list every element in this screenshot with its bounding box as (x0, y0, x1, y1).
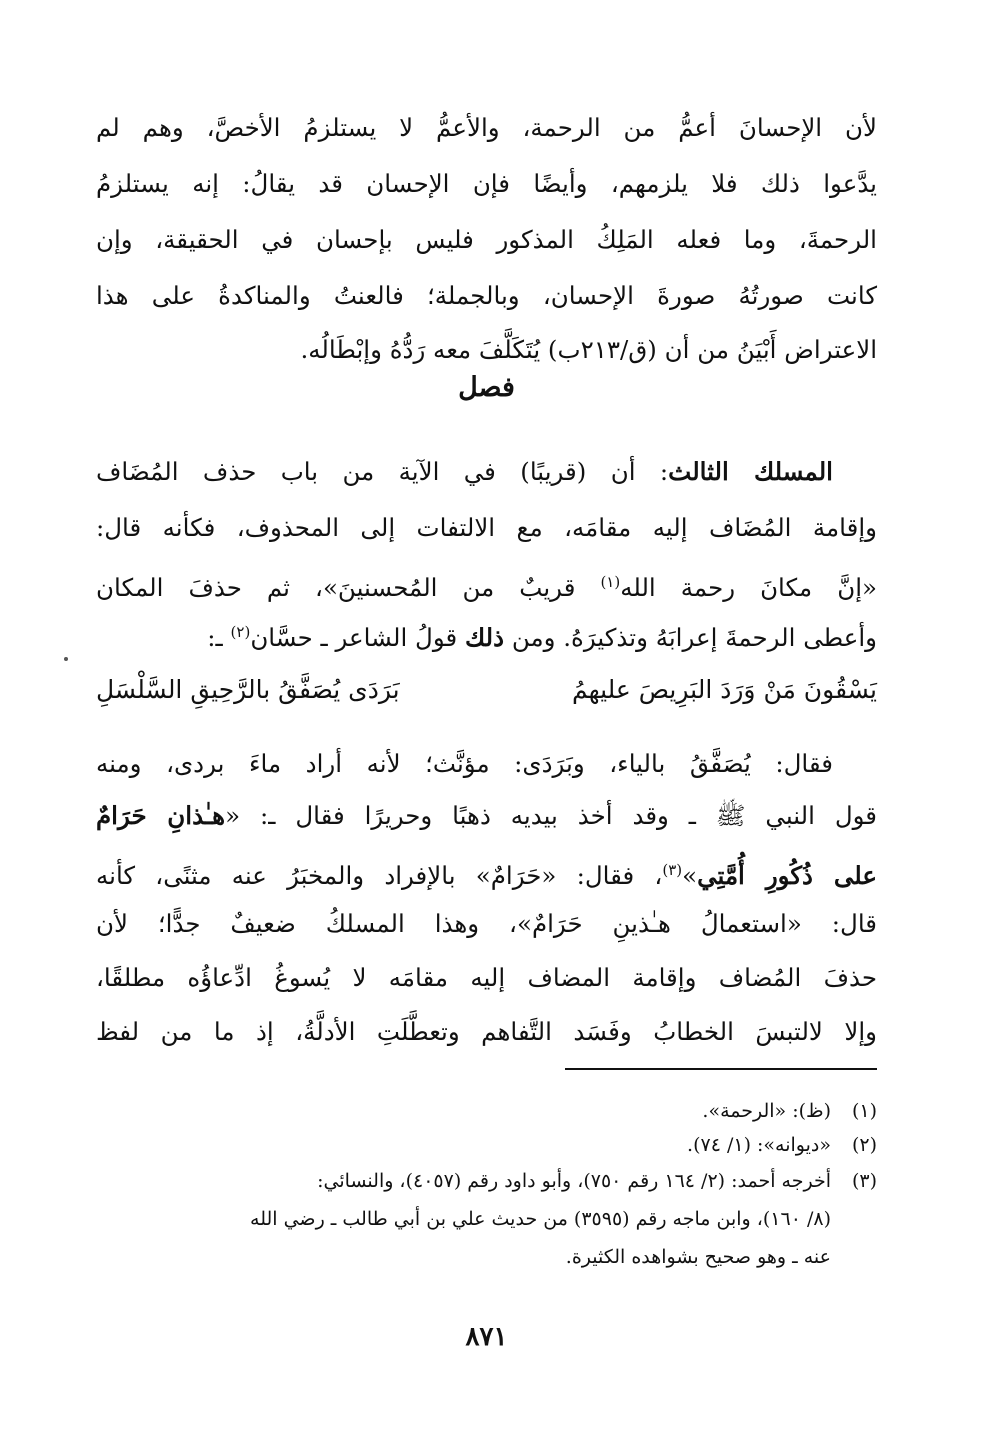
body-line: كانت صورتُهُ صورةَ الإحسان، وبالجملة؛ فالعنتُ والمناكدةُ على هذا (96, 281, 877, 310)
body-line (96, 444, 877, 500)
body-line: لأن الإحسانَ أعمُّ من الرحمة، والأعمُّ لا يستلزمُ الأخصَّ، وهم لم (96, 113, 877, 142)
footnote-number: (٢) (851, 1134, 877, 1156)
footnote-text: (ظ): «الرحمة». (702, 1100, 831, 1122)
footnote (96, 1128, 877, 1162)
footnote-ref: (٣) (662, 861, 683, 879)
body-line (96, 604, 877, 666)
text-run: ، فقال: «حَرَامٌ» بالإفراد والمخبَرُ عنه مثنًى، كأنه (96, 861, 663, 891)
hadith-text: هـٰذانِ حَرَامٌ (96, 801, 226, 830)
text-run: ـ: (207, 623, 231, 653)
body-line: الرحمةَ، وما فعله المَلِكُ المذكور فليس بإحسان في الحقيقة، وإن (96, 225, 877, 254)
footnote-continuation: (٨/ ١٦٠)، وابن ماجه رقم (٣٥٩٥) من حديث علي بن أبي طالب ـ رضي الله (250, 1208, 831, 1230)
footnote-ref: (٢) (230, 623, 251, 641)
verse-first-half: يَسْقُونَ مَنْ وَرَدَ البَرِيصَ عليهمُ (571, 675, 877, 704)
body-line: فقال: يُصَفَّقُ بالياء، وبَرَدَى: مؤنَّث؛ لأنه أراد ماءَ بردى، ومنه (96, 749, 833, 778)
margin-dot (64, 657, 68, 661)
body-line (96, 788, 877, 844)
text-run: : أن (قريبًا) في الآية من باب حذف المُضَاف (96, 457, 669, 486)
text-run: » (682, 861, 698, 891)
verse-second-half: بَرَدَى يُصَفَّقُ بالرَّحِيقِ السَّلْسَلِ (96, 675, 400, 704)
footnote-text: أخرجه أحمد: (٢/ ١٦٤ رقم ٧٥٠)، وأبو داود رقم (٤٠٥٧)، والنسائي: (317, 1170, 831, 1192)
body-line: يدَّعوا ذلك فلا يلزمهم، وأيضًا فإن الإحسان قد يقالُ: إنه يستلزمُ (96, 169, 877, 198)
book-page (96, 0, 877, 1447)
footnote-separator (565, 1068, 877, 1070)
footnote-text: «ديوانه»: (١/ ٧٤). (687, 1134, 831, 1156)
section-lead: المسلك الثالث (668, 457, 833, 486)
text-run: قول النبي ﷺ ـ وقد أخذ بيديه ذهبًا وحريرًا فقال ـ: « (225, 801, 877, 830)
poetry-verse (96, 662, 877, 718)
body-line: حذفَ المُضاف وإقامة المضاف إليه مقامَه لا يُسوغُ ادِّعاؤُه مطلقًا، (96, 963, 877, 992)
section-heading: فصل (458, 372, 515, 403)
footnote-number: (٣) (851, 1170, 877, 1192)
hadith-text: على ذُكُورِ أُمَّتِي (697, 861, 877, 891)
footnote (96, 1094, 877, 1128)
text-run: قريبٌ من المُحسنينَ»، ثم حذفَ المكان (96, 573, 601, 603)
text-run: قولُ الشاعر ـ حسَّان (250, 623, 465, 653)
body-line (96, 842, 877, 904)
text-run: وأعطى الرحمةَ إعرابَهُ وتذكيرَهُ. ومن (504, 623, 877, 653)
body-line: الاعتراض أَبْيَنُ من أن (ق/٢١٣ب) يُتَكَلَّفَ معه رَدُّهُ وإبْطَالُه. (300, 335, 877, 364)
footnote-continuation: عنه ـ وهو صحيح بشواهده الكثيرة. (565, 1246, 831, 1268)
page-number: ٨٧١ (465, 1322, 508, 1352)
footnote-number: (١) (851, 1100, 877, 1122)
body-line: وإقامة المُضَاف إليه مقامَه، مع الالتفات إلى المحذوف، فكأنه قال: (96, 513, 877, 542)
footnote-ref: (١) (600, 573, 621, 591)
body-line: قال: «استعمالُ هـٰذينِ حَرَامٌ»، وهذا المسلكُ ضعيفٌ جدًّا؛ لأن (96, 909, 877, 938)
text-run: ذلك (465, 623, 505, 653)
body-line: وإلا لالتبسَ الخطابُ وفَسَد التَّفاهم وتعطَّلَتِ الأدلَّةُ، إذ ما من لفظ (96, 1017, 877, 1046)
footnote (96, 1164, 877, 1198)
text-run: «إنَّ مكانَ رحمة الله (620, 573, 877, 603)
